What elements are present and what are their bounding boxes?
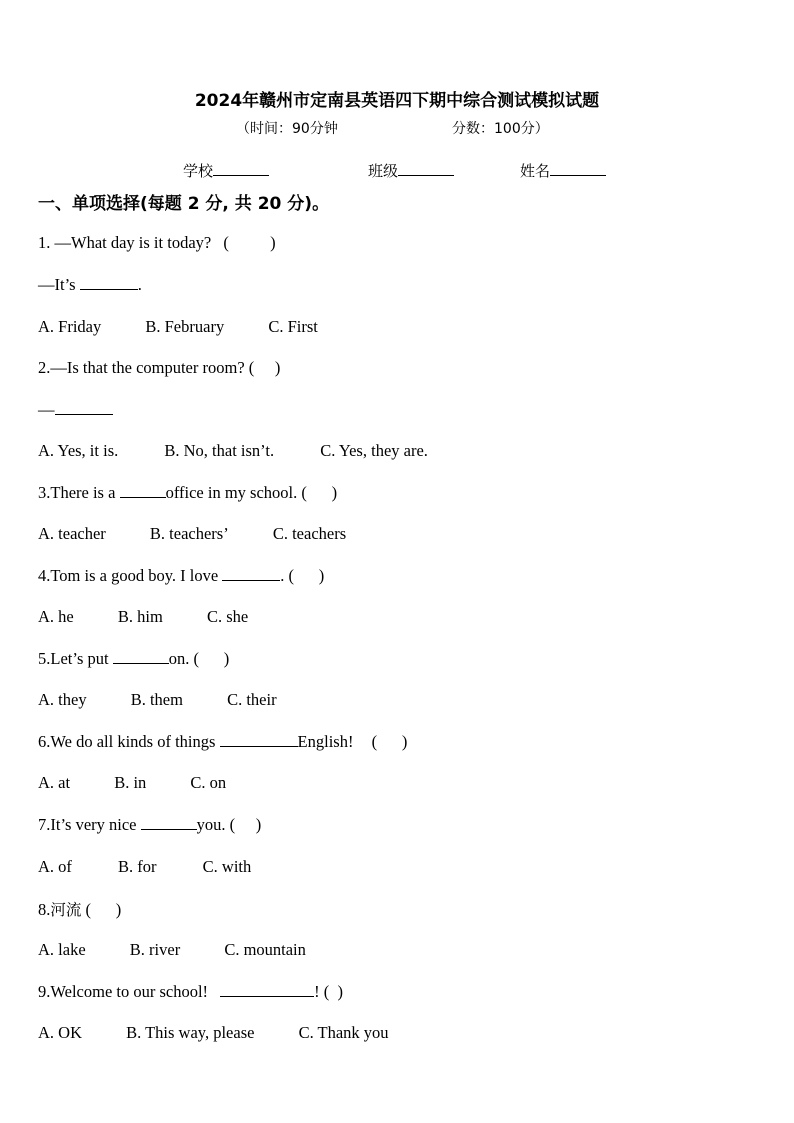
option-c: C. she [206, 607, 249, 626]
option-a: A. they [38, 690, 87, 709]
option-c: C. on [190, 773, 227, 792]
class-field [368, 160, 454, 181]
question-text: 河流 [50, 901, 82, 919]
question-text-end: English! [297, 732, 354, 751]
question-4-options [38, 607, 248, 627]
answer-blank [120, 483, 166, 498]
option-c: C. Yes, they are. [320, 441, 428, 460]
question-9-options [38, 1023, 389, 1043]
answer-paren: ( ) [229, 815, 262, 834]
question-4 [38, 566, 324, 586]
response-text: — [38, 400, 55, 419]
question-6 [38, 732, 407, 752]
question-5-options [38, 690, 277, 710]
name-blank [550, 161, 606, 176]
question-text-end: on. [168, 649, 190, 668]
question-text-start: 5.Let’s put [38, 649, 109, 668]
option-a: A. Friday [38, 317, 102, 336]
question-3-options [38, 524, 346, 544]
answer-paren: ( ) [193, 649, 230, 668]
total-score: 分数：100分） [452, 121, 549, 137]
option-c: C. teachers [272, 524, 347, 543]
question-3 [38, 483, 337, 503]
exam-title: 2024年赣州市定南县英语四下期中综合测试模拟试题 [194, 91, 600, 111]
option-b: B. in [114, 773, 147, 792]
option-b: B. February [145, 317, 225, 336]
option-b: B. river [129, 940, 181, 959]
question-2-response [38, 400, 113, 420]
question-1 [38, 233, 276, 253]
option-a: A. at [38, 773, 71, 792]
question-8-options [38, 940, 306, 960]
answer-blank [222, 566, 280, 581]
question-text: 1. —What day is it today? [38, 233, 212, 252]
answer-paren: ( ) [85, 900, 122, 919]
answer-blank [220, 732, 298, 747]
question-9 [38, 982, 343, 1002]
option-c: C. First [268, 317, 318, 336]
option-b: B. for [118, 857, 157, 876]
name-field [520, 160, 606, 181]
option-a: A. teacher [38, 524, 106, 543]
option-a: A. lake [38, 940, 86, 959]
option-b: B. them [130, 690, 183, 709]
answer-blank [55, 400, 113, 415]
option-b: B. This way, please [126, 1023, 255, 1042]
option-c: C. their [227, 690, 277, 709]
response-text: —It’s [38, 275, 76, 294]
option-b: B. teachers’ [149, 524, 229, 543]
option-c: C. mountain [224, 940, 306, 959]
question-text-end: office in my school. [165, 483, 298, 502]
school-field [183, 160, 269, 181]
question-text-start: 7.It’s very nice [38, 815, 137, 834]
question-5 [38, 649, 229, 669]
option-a: A. Yes, it is. [38, 441, 119, 460]
question-text: 2.—Is that the computer room? [38, 358, 245, 377]
question-text: 9.Welcome to our school! [38, 982, 209, 1001]
question-7 [38, 815, 261, 835]
answer-blank [141, 815, 197, 830]
section-heading: 一、单项选择(每题 2 分, 共 20 分)。 [38, 194, 330, 214]
answer-paren: ( ) [248, 358, 281, 377]
question-6-options [38, 773, 226, 793]
school-label: 学校 [183, 162, 214, 180]
school-blank [213, 161, 269, 176]
option-c: C. with [202, 857, 252, 876]
question-7-options [38, 857, 251, 877]
answer-paren: ( ) [323, 982, 344, 1001]
class-label: 班级 [368, 162, 399, 180]
answer-blank [220, 982, 314, 997]
question-8 [38, 898, 121, 920]
class-blank [398, 161, 454, 176]
option-b: B. him [117, 607, 163, 626]
answer-paren: ( ) [223, 233, 276, 252]
option-a: A. he [38, 607, 74, 626]
answer-paren: ( ) [371, 732, 408, 751]
question-number: 8. [38, 900, 51, 919]
option-b: B. No, that isn’t. [164, 441, 275, 460]
question-2 [38, 358, 280, 378]
answer-paren: ( ) [288, 566, 325, 585]
answer-paren: ( ) [301, 483, 338, 502]
question-text-start: 6.We do all kinds of things [38, 732, 216, 751]
answer-blank [113, 649, 169, 664]
question-text-start: 3.There is a [38, 483, 116, 502]
question-text-end: . [280, 566, 285, 585]
question-text-start: 4.Tom is a good boy. I love [38, 566, 219, 585]
question-1-response [38, 275, 142, 295]
period: . [137, 275, 142, 294]
answer-blank [80, 275, 138, 290]
name-label: 姓名 [520, 162, 551, 180]
question-1-options [38, 317, 318, 337]
exclamation: ! [314, 982, 320, 1001]
option-a: A. of [38, 857, 72, 876]
option-c: C. Thank you [298, 1023, 389, 1042]
question-text-end: you. [196, 815, 226, 834]
question-2-options [38, 441, 428, 461]
time-limit: （时间：90分钟 [236, 121, 338, 137]
option-a: A. OK [38, 1023, 82, 1042]
